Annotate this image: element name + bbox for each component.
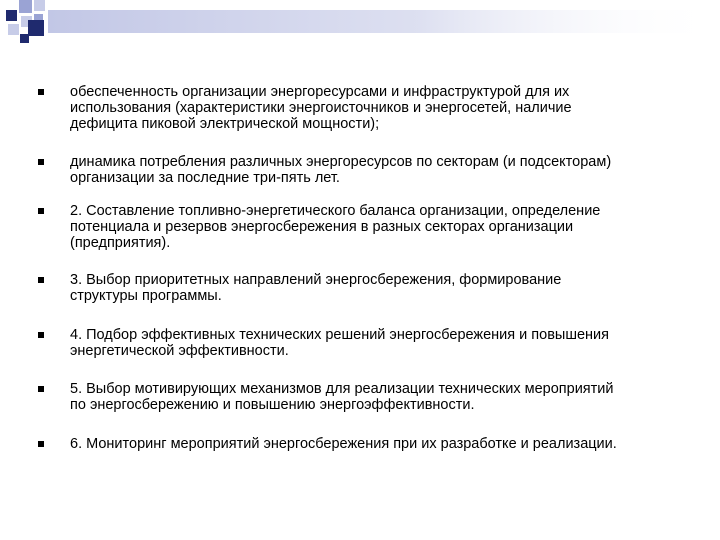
bullet-square-icon	[38, 208, 44, 214]
bullet-square-icon	[38, 386, 44, 392]
bullet-square-icon	[38, 441, 44, 447]
header-decoration	[0, 0, 720, 50]
bullet-text: 3. Выбор приоритетных направлений энергосбережения, формирование структуры программы.	[70, 272, 562, 304]
decorative-square-light-bottom	[8, 24, 19, 35]
bullet-text: динамика потребления различных энергоресурсов по секторам (и подсекторам) организации за последние три-пять лет.	[70, 154, 612, 186]
decorative-square-periwinkle-small	[34, 14, 43, 20]
bullet-text: 5. Выбор мотивирующих механизмов для реализации технических мероприятий по энергосбережению и повышению энергоэффективности.	[70, 381, 614, 413]
decorative-band	[48, 10, 720, 33]
bullet-text: обеспеченность организации энергоресурсами и инфраструктурой для их использования (характеристики энергоисточников и энергосетей, наличие дефицита пиковой электрической мощности);	[70, 84, 572, 132]
bullet-square-icon	[38, 277, 44, 283]
decorative-square-navy-small	[6, 10, 17, 21]
bullet-text: 4. Подбор эффективных технических решений энергосбережения и повышения энергетической эффективности.	[70, 327, 609, 359]
bullet-square-icon	[38, 89, 44, 95]
decorative-square-navy-bottom	[20, 34, 29, 43]
bullet-square-icon	[38, 159, 44, 165]
bullet-text: 2. Составление топливно-энергетического баланса организации, определение потенциала и резервов энергосбережения в разных секторах организации (предприятия).	[70, 203, 601, 251]
bullet-text: 6. Мониторинг мероприятий энергосбережения при их разработке и реализации.	[70, 436, 617, 452]
decorative-square-light-top	[34, 0, 45, 11]
decorative-square-navy-large	[28, 20, 44, 36]
decorative-square-periwinkle	[19, 0, 32, 13]
bullet-square-icon	[38, 332, 44, 338]
